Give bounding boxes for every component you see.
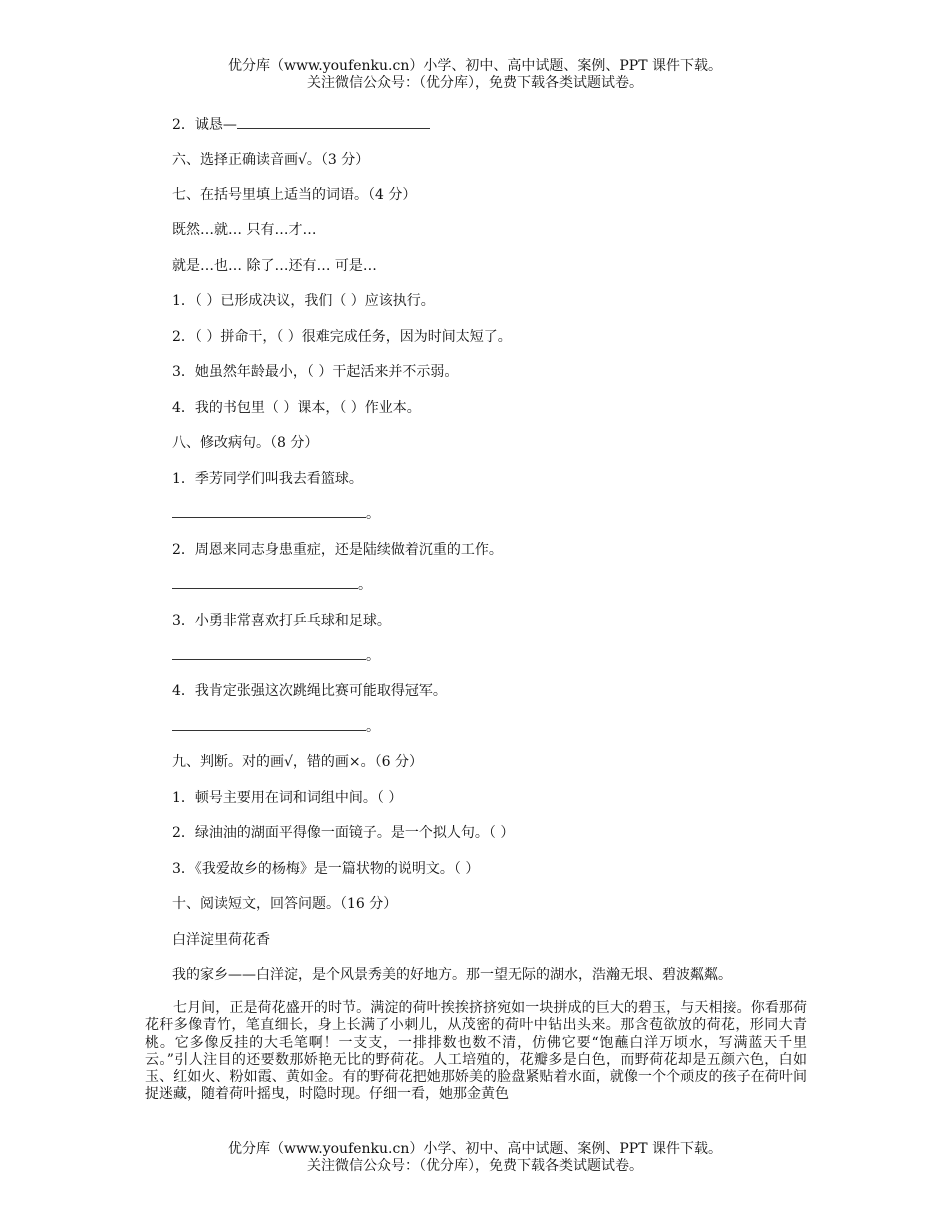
page-footer (0, 1141, 950, 1175)
q9-item-3: 3．《我爱故乡的杨梅》是一篇状物的说明文。（ ） (172, 861, 480, 877)
q7-word-options-2: 就是…也… 除了…还有… 可是… (172, 258, 377, 274)
answer-blank[interactable] (172, 574, 358, 589)
header-line-2: 关注微信公众号：（优分库），免费下载各类试题试卷。 (307, 75, 643, 91)
q7-word-options-1: 既然…就… 只有…才… (172, 222, 317, 238)
passage-paragraph-1: 我的家乡——白洋淀，是个风景秀美的好地方。那一望无际的湖水，浩瀚无垠、碧波粼粼。 (172, 967, 732, 983)
q5-item-2-text: 2．诚恳— (172, 117, 237, 133)
answer-blank[interactable] (172, 716, 366, 731)
answer-blank[interactable] (237, 114, 430, 129)
header-line-1: 优分库（www.youfenku.cn）小学、初中、高中试题、案例、PPT 课件下载。 (227, 58, 722, 74)
period-mark: 。 (366, 506, 380, 522)
q7-item-2: 2．（ ）拼命干，（ ）很难完成任务，因为时间太短了。 (172, 329, 512, 345)
passage-paragraph-2: 七月间，正是荷花盛开的时节。满淀的荷叶挨挨挤挤宛如一块拼成的巨大的碧玉，与天相接。你看那荷花秆多像青竹，笔直细长，身上长满了小刺儿，从茂密的荷叶中钻出头来。那含苞欲放的荷花，形同大青桃。它多像反挂的大毛笔啊！一支支，一排排数也数不清，仿佛它要“饱蘸白洋万顷水，写满蓝天千里云。”引人注目的还要数那娇艳无比的野荷花。人工培殖的，花瓣多是白色，而野荷花却是五颜六色，白如玉、红如火、粉如霞、黄如金。有的野荷花把她那娇美的脸盘紧贴着水面，就像一个个顽皮的孩子在荷叶间捉迷藏，随着荷叶摇曳，时隐时现。仔细一看，她那金黄色 (145, 1000, 807, 1103)
q5-item-2 (172, 114, 430, 134)
q9-item-1: 1．顿号主要用在词和词组中间。（ ） (172, 790, 403, 806)
period-mark: 。 (358, 577, 372, 593)
q8-item-1: 1．季芳同学们叫我去看篮球。 (172, 471, 363, 487)
q7-item-3: 3．她虽然年龄最小，（ ）干起活来并不示弱。 (172, 364, 459, 380)
period-mark: 。 (366, 719, 380, 735)
q8-item-3: 3．小勇非常喜欢打乒乓球和足球。 (172, 613, 391, 629)
q8-answer-line-3 (172, 645, 380, 665)
q7-item-1: 1．（ ）已形成决议，我们（ ）应该执行。 (172, 293, 435, 309)
q9-item-2: 2．绿油油的湖面平得像一面镜子。是一个拟人句。（ ） (172, 825, 515, 841)
q7-title: 七、在括号里填上适当的词语。（4 分） (172, 187, 417, 203)
q10-title: 十、阅读短文，回答问题。（16 分） (172, 896, 398, 912)
q8-answer-line-2 (172, 574, 372, 594)
q8-answer-line-4 (172, 716, 380, 736)
q9-title: 九、判断。对的画√，错的画×。（6 分） (172, 754, 424, 770)
answer-blank[interactable] (172, 503, 366, 518)
footer-line-1: 优分库（www.youfenku.cn）小学、初中、高中试题、案例、PPT 课件下载。 (227, 1141, 722, 1157)
q8-title: 八、修改病句。（8 分） (172, 435, 319, 451)
period-mark: 。 (366, 648, 380, 664)
q6-title: 六、选择正确读音画√。（3 分） (172, 152, 370, 168)
page-header (0, 58, 950, 92)
q8-item-2: 2．周恩来同志身患重症，还是陆续做着沉重的工作。 (172, 542, 503, 558)
q8-item-4: 4．我肯定张强这次跳绳比赛可能取得冠军。 (172, 683, 447, 699)
q8-answer-line-1 (172, 503, 380, 523)
footer-line-2: 关注微信公众号：（优分库），免费下载各类试题试卷。 (307, 1158, 643, 1174)
q7-item-4: 4．我的书包里（ ）课本，（ ）作业本。 (172, 400, 421, 416)
passage-title: 白洋淀里荷花香 (172, 932, 270, 948)
answer-blank[interactable] (172, 645, 366, 660)
